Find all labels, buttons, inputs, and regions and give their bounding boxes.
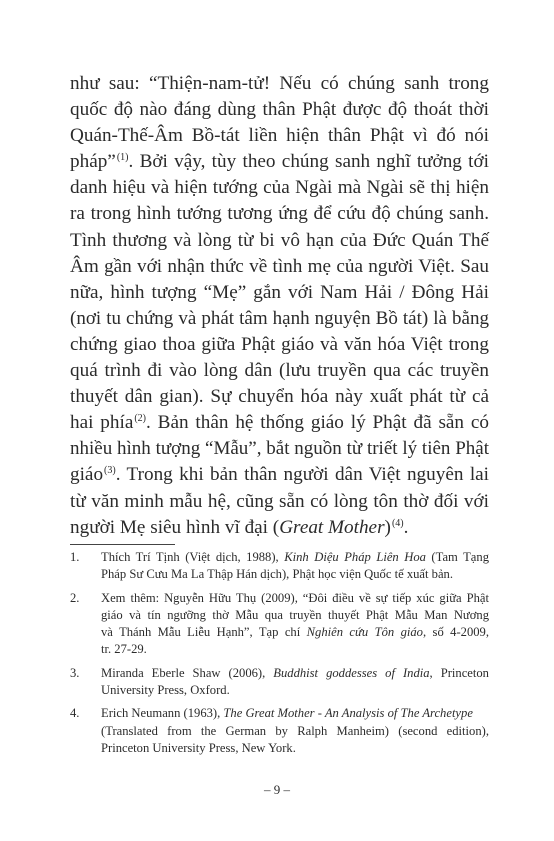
text-line: nữa, hình tượng “Mẹ” gắn với Nam Hải / Đông Hải — [70, 281, 489, 303]
text-line: ra trong hình tướng tương ứng để cứu độ chúng sanh. — [70, 203, 489, 225]
footnote-2 — [70, 590, 489, 659]
footnote-divider — [70, 544, 175, 545]
footnote-line: Thích Trí Tịnh (Việt dịch, 1988), Kinh Diệu Pháp Liên Hoa (Tam Tạng — [101, 550, 489, 564]
footnote-number: 1. — [70, 550, 80, 564]
footnote-number: 2. — [70, 590, 80, 605]
footnote-line: University Press, Oxford. — [101, 683, 230, 698]
footnote-line: Erich Neumann (1963), The Great Mother - An Analysis of The Archetype — [101, 706, 473, 721]
footnote-number: 3. — [70, 665, 80, 680]
body-paragraph — [70, 71, 489, 541]
text-line: thuyết dân gian). Sự chuyển hóa này xuất phát từ cả — [70, 386, 489, 408]
footnotes — [70, 549, 489, 763]
text-line: danh hiệu và hiện tướng của Ngài mà Ngài sẽ thị hiện — [70, 177, 489, 199]
text-line: (nơi tu chứng và phát tâm hạnh nguyện Bồ tát) là bằng — [70, 307, 489, 329]
footnote-number: 4. — [70, 706, 80, 721]
footnote-line: giáo và tín ngưỡng thờ Mẫu qua truyền thuyết Phật Mẫu Man Nương — [101, 607, 489, 622]
footnote-line: Xem thêm: Nguyễn Hữu Thụ (2009), “Đôi điều về sự tiếp xúc giữa Phật — [101, 590, 489, 605]
text-line: quá trình đi vào lòng dân (lưu truyền qua các truyền — [70, 360, 489, 382]
footnote-ref-2[interactable]: (2) — [134, 413, 147, 425]
text-line: như sau: “Thiện-nam-tử! Nếu có chúng sanh trong — [70, 73, 489, 94]
text-line: Âm gần với nhận thức về tình mẹ của người Việt. Sau — [70, 255, 489, 277]
text-line: người Mẹ siêu hình vĩ đại (Great Mother)$^{(4)}$. — [70, 516, 409, 538]
footnote-line: và Thánh Mẫu Liễu Hạnh”, Tạp chí Nghiên cứu Tôn giáo, số 4-2009, — [101, 625, 489, 640]
footnote-line: Miranda Eberle Shaw (2006), Buddhist goddesses of India, Princeton — [101, 665, 489, 680]
text-line: hai phía$^{(2)}$. Bản thân hệ thống giáo lý Phật đã sẵn có — [70, 412, 489, 434]
footnote-4 — [70, 705, 489, 757]
footnote-line: Princeton University Press, New York. — [101, 740, 296, 755]
footnote-ref-3[interactable]: (3) — [104, 465, 116, 477]
text-line: từ văn minh mẫu hệ, cũng sẵn có lòng tôn thờ đối với — [70, 490, 489, 512]
footnote-3 — [70, 665, 489, 700]
text-line: Quán-Thế-Âm Bồ-tát liền hiện thân Phật vì đó nói — [70, 125, 489, 147]
footnote-line: (Translated from the German by Ralph Manheim) (second edition), — [101, 723, 489, 738]
footnote-1 — [70, 549, 489, 584]
text-line: giáo$^{(3)}$. Trong khi bản thân người dân Việt nguyên lai — [70, 464, 489, 486]
text-line: quốc độ nào đáng dùng thân Phật được độ thoát thời — [70, 99, 489, 121]
footnote-line: Pháp Sư Cưu Ma La Thập Hán dịch), Phật học viện Quốc tế xuất bản. — [101, 567, 453, 582]
footnote-ref-1[interactable]: (1) — [116, 152, 129, 164]
text-line: nhiều hình tượng “Mẫu”, bắt nguồn từ triết lý tiên Phật — [70, 438, 489, 460]
text-line: pháp”$^{(1)}$. Bởi vậy, tùy theo chúng sanh nghĩ tưởng tới — [70, 151, 489, 173]
footnote-ref-4[interactable]: (4) — [391, 517, 404, 529]
page-number: – 9 – — [264, 782, 290, 797]
footnote-line: tr. 27-29. — [101, 642, 147, 657]
text-line: Tình thương và lòng từ bi vô hạn của Đức Quán Thế — [70, 229, 489, 251]
text-line: chứng giao thoa giữa Phật giáo và văn hóa Việt trong — [70, 333, 489, 355]
